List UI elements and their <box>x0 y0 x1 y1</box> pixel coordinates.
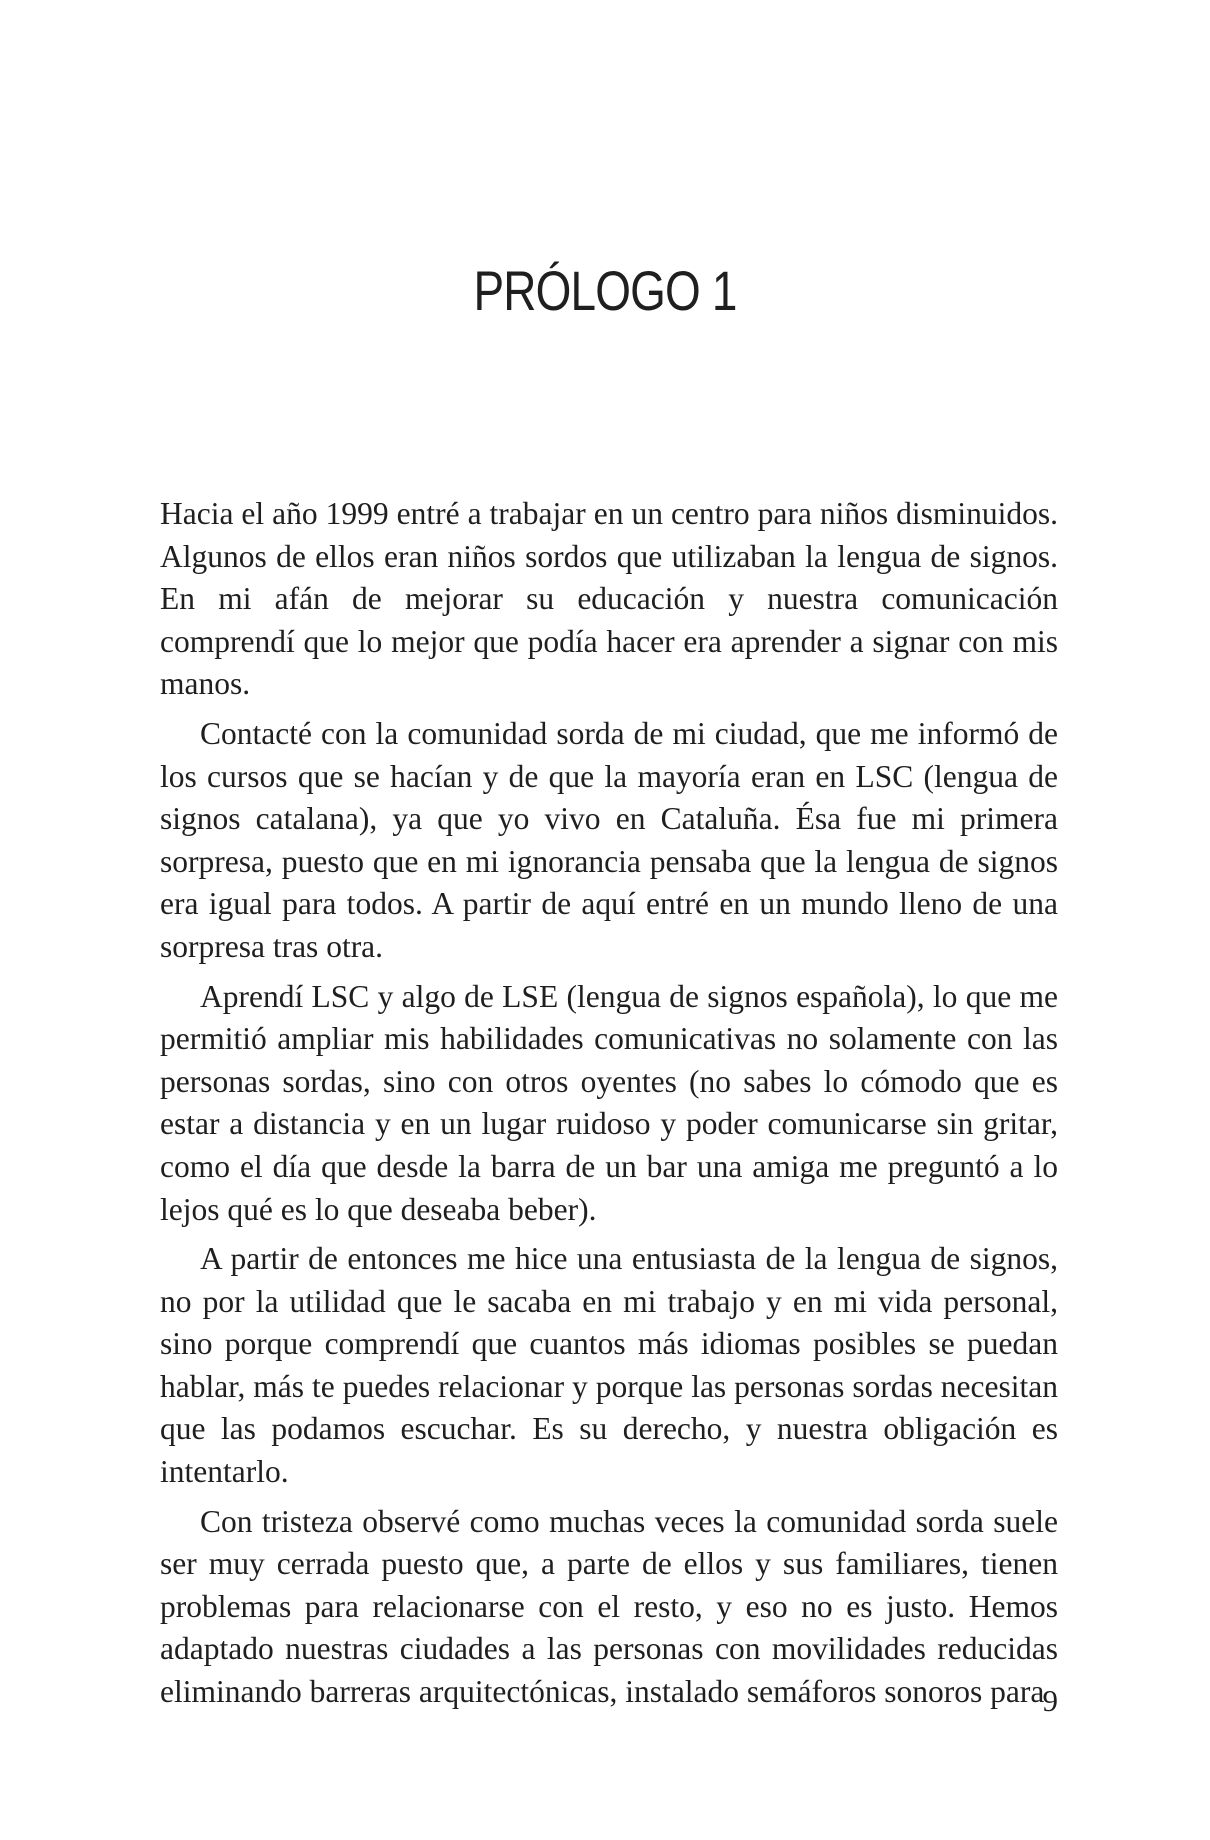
paragraph-3: Aprendí LSC y algo de LSE (lengua de signos española), lo que me permitió ampliar mis habilidades comunicativas no solamente con las personas sordas, sino con otros oyentes (no sabes lo cómodo que es estar a distancia y en un lugar ruidoso y poder comunicarse sin gritar, como el día que desde la barra de un bar una amiga me preguntó a lo lejos qué es lo que deseaba beber). <box>160 978 1058 1227</box>
chapter-title: PRÓLOGO 1 <box>473 259 737 322</box>
paragraph-4: A partir de entonces me hice una entusiasta de la lengua de signos, no por la utilidad que le sacaba en mi trabajo y en mi vida personal, sino porque comprendí que cuantos más idiomas posibles se puedan hablar, más te puedes relacionar y porque las personas sordas necesitan que las podamos escuchar. Es su derecho, y nuestra obligación es intentarlo. <box>160 1241 1058 1490</box>
paragraph-1: Hacia el año 1999 entré a trabajar en un centro para niños disminuidos. Algunos de ellos eran niños sordos que utilizaban la lengua de signos. En mi afán de mejorar su educación y nuestra comunicación comprendí que lo mejor que podía hacer era aprender a signar con mis manos. <box>160 496 1058 702</box>
page-number: 9 <box>1042 1683 1058 1718</box>
paragraph-5: Con tristeza observé como muchas veces la comunidad sorda suele ser muy cerrada puesto que, a parte de ellos y sus familiares, tienen problemas para relacionarse con el resto, y eso no es justo. Hemos adaptado nuestras ciudades a las personas con movilidades reducidas eliminando barreras arquitectónicas, instalado semáforos sonoros para <box>160 1503 1058 1710</box>
body-text <box>160 493 1058 1714</box>
paragraph-2: Contacté con la comunidad sorda de mi ciudad, que me informó de los cursos que se hacían y de que la mayoría eran en LSC (lengua de signos catalana), ya que yo vivo en Cataluña. Ésa fue mi primera sorpresa, puesto que en mi ignorancia pensaba que la lengua de signos era igual para todos. A partir de aquí entré en un mundo lleno de una sorpresa tras otra. <box>160 715 1058 964</box>
